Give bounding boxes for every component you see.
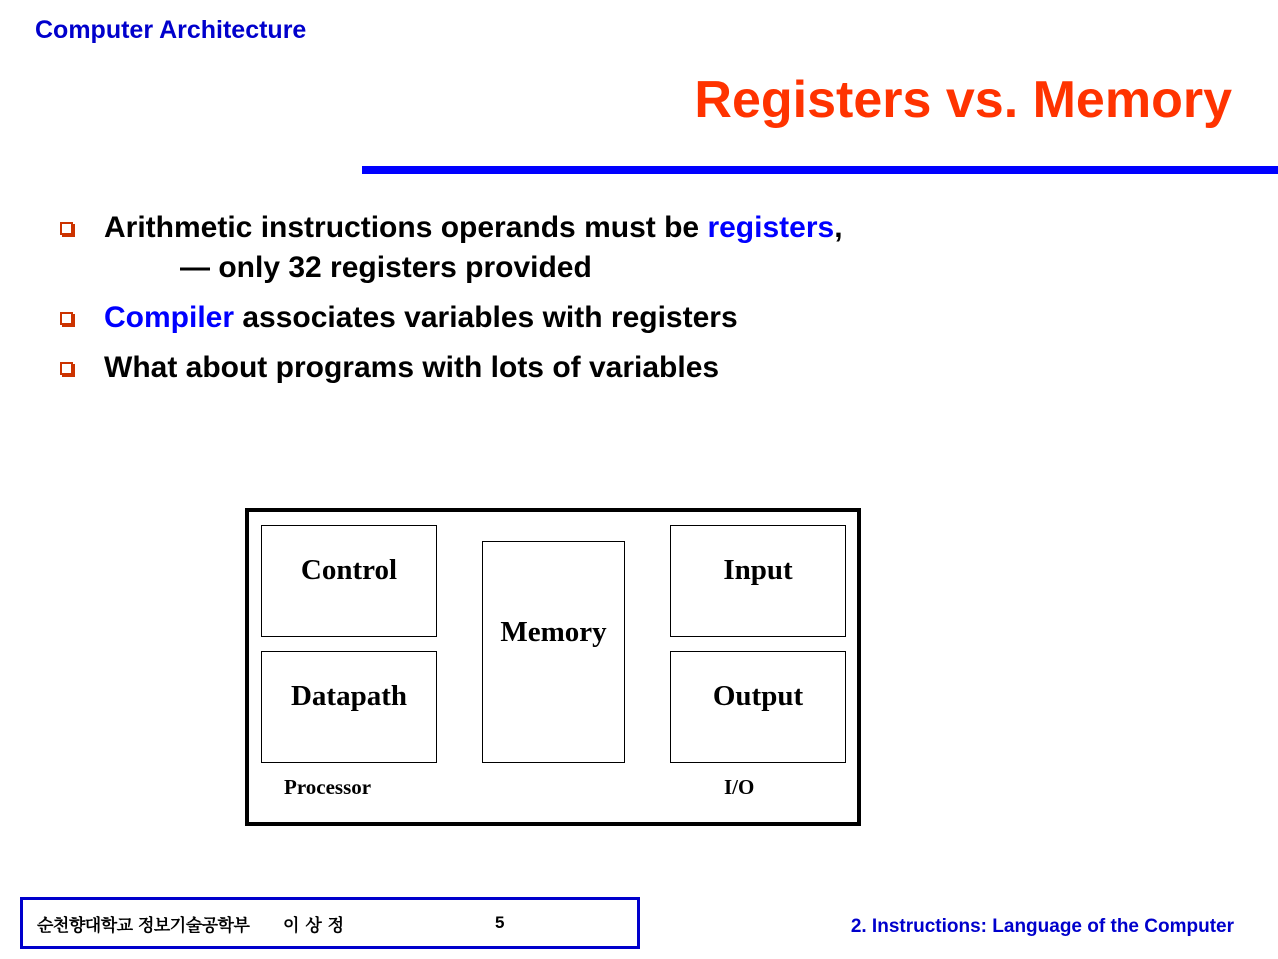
footer-box xyxy=(20,897,640,949)
square-bullet-icon xyxy=(60,362,73,375)
memory-label: Memory xyxy=(500,616,607,648)
author-name: 이 상 정 xyxy=(283,916,345,936)
bullet-list xyxy=(60,208,1060,398)
processor-caption: Processor xyxy=(284,775,372,799)
bullet-highlight: registers xyxy=(707,211,835,244)
bullet-item xyxy=(60,348,1060,388)
computer-components-diagram xyxy=(245,508,861,826)
input-box xyxy=(670,525,846,637)
input-label: Input xyxy=(723,554,793,586)
square-bullet-icon xyxy=(60,222,73,235)
course-title: Computer Architecture xyxy=(35,16,307,44)
bullet-text-post: associates variables with registers xyxy=(234,301,738,334)
io-caption: I/O xyxy=(724,775,755,799)
bullet-item xyxy=(60,298,1060,338)
control-box xyxy=(261,525,437,637)
page-number: 5 xyxy=(495,913,505,932)
output-label: Output xyxy=(712,680,804,712)
bullet-text: What about programs with lots of variables xyxy=(104,351,720,384)
square-bullet-icon xyxy=(60,312,73,325)
memory-box xyxy=(482,541,625,763)
bullet-text-pre: Arithmetic instructions operands must be xyxy=(104,211,708,244)
department-name: 순천향대학교 정보기술공학부 xyxy=(37,916,250,936)
control-label: Control xyxy=(300,554,398,586)
bullet-text-post: , xyxy=(834,211,843,244)
slide-title: Registers vs. Memory xyxy=(694,71,1232,129)
bullet-highlight: Compiler xyxy=(104,301,235,334)
bullet-item xyxy=(60,208,1060,288)
datapath-box xyxy=(261,651,437,763)
output-box xyxy=(670,651,846,763)
datapath-label: Datapath xyxy=(290,680,407,712)
title-divider xyxy=(362,166,1278,174)
chapter-title: 2. Instructions: Language of the Computer xyxy=(850,916,1234,937)
bullet-subtext: — only 32 registers provided xyxy=(180,251,592,284)
